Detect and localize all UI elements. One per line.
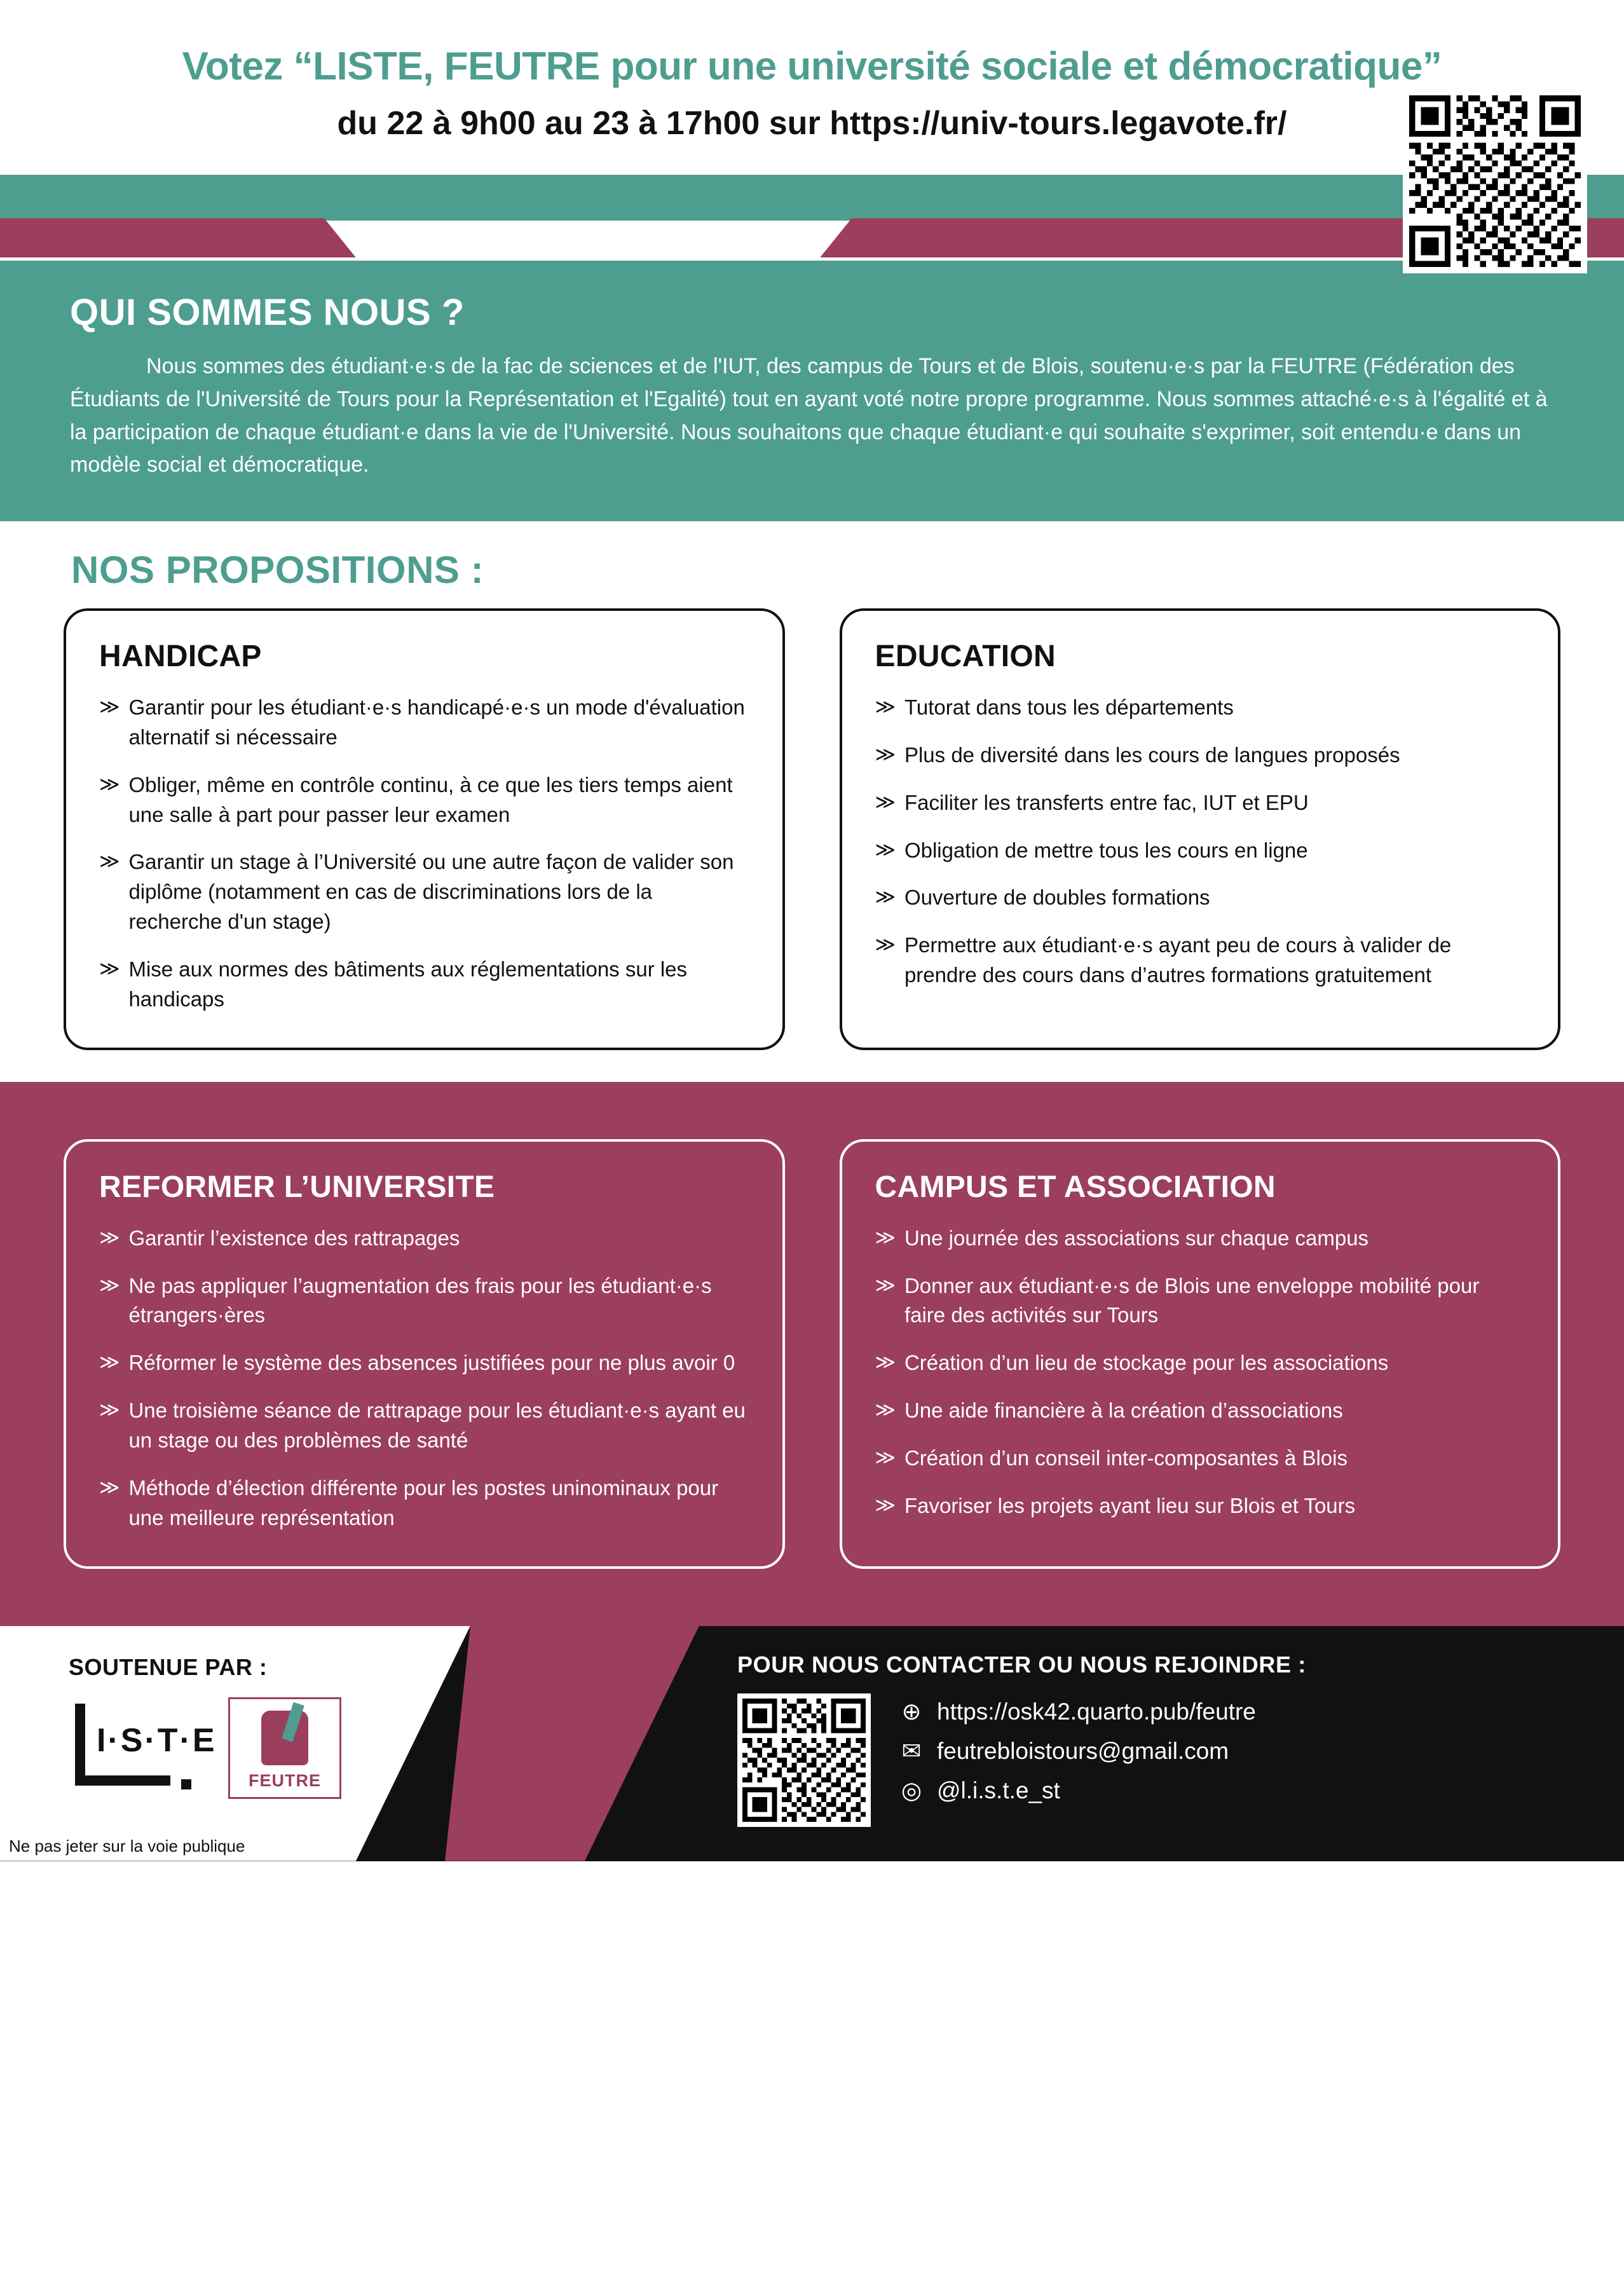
list-item-text: Ne pas appliquer l’augmentation des frais pour les étudiant·e·s étrangers·ères [128,1273,712,1327]
list-item-text: Obligation de mettre tous les cours en ligne [904,838,1308,862]
chevron-right-icon: ≫ [99,772,120,795]
list-item [99,1396,749,1456]
card-title: EDUCATION [875,639,1056,673]
chevron-right-icon: ≫ [875,1273,896,1296]
contact-instagram-text: @l.i.s.t.e_st [937,1777,1060,1803]
propositions-title: NOS PROPOSITIONS : [71,548,484,591]
liste-logo [61,1699,217,1797]
globe-icon: ⊕ [901,1699,922,1725]
teal-stripe [0,175,1624,221]
proposition-card-reformer-universite [64,1139,785,1569]
chevron-right-icon: ≫ [875,790,896,813]
chevron-right-icon: ≫ [99,1351,120,1374]
contact-website[interactable] [899,1699,1256,1725]
list-item-text: Une journée des associations sur chaque campus [904,1226,1369,1250]
list-item-text: Obliger, même en contrôle continu, à ce que les tiers temps aient une salle à part pour passer leur examen [128,772,733,826]
list-item [875,1396,1525,1426]
list-item-text: Méthode d’élection différente pour les postes uninominaux pour une meilleure représentation [128,1475,719,1529]
list-item-text: Faciliter les transferts entre fac, IUT et EPU [904,790,1309,814]
list-item [875,883,1525,913]
list-item-text: Plus de diversité dans les cours de langues proposés [904,742,1400,767]
list-item [875,741,1525,770]
liste-logo-base [75,1775,170,1786]
list-item [875,836,1525,866]
chevron-right-icon: ≫ [875,695,896,718]
list-item-text: Réformer le système des absences justifiées pour ne plus avoir 0 [128,1351,735,1375]
list-item-text: Donner aux étudiant·e·s de Blois une enveloppe mobilité pour faire des activités sur Tours [904,1273,1480,1327]
feutre-logo-text: FEUTRE [249,1770,321,1790]
list-item-text: Mise aux normes des bâtiments aux réglementations sur les handicaps [128,957,688,1011]
proposition-card-education [840,608,1561,1050]
chevron-right-icon: ≫ [99,1398,120,1421]
list-item [875,1271,1525,1331]
list-item [99,693,749,753]
decorative-stripes [0,175,1624,261]
list-item [875,1348,1525,1378]
list-item-text: Favoriser les projets ayant lieu sur Blois et Tours [904,1493,1356,1517]
chevron-right-icon: ≫ [875,1493,896,1516]
maroon-stripe [0,218,1624,257]
chevron-right-icon: ≫ [875,886,896,908]
list-item [875,788,1525,818]
chevron-right-icon: ≫ [875,742,896,765]
qr-code-vote-icon [1409,95,1581,267]
card-title: HANDICAP [99,639,262,673]
list-item [875,1224,1525,1254]
contact-title: POUR NOUS CONTACTER OU NOUS REJOINDRE : [737,1651,1306,1678]
liste-logo-bar [75,1704,85,1785]
list-item [875,693,1525,723]
chevron-right-icon: ≫ [99,1273,120,1296]
list-item [875,931,1525,990]
list-item [99,955,749,1015]
list-item-text: Tutorat dans tous les départements [904,695,1234,719]
vote-dates-and-url: du 22 à 9h00 au 23 à 17h00 sur https://univ-tours.legavote.fr/ [337,105,1287,142]
chevron-right-icon: ≫ [875,1351,896,1374]
contact-email[interactable] [899,1738,1256,1765]
proposition-card-campus-association [840,1139,1561,1569]
list-item [99,1271,749,1331]
chevron-right-icon: ≫ [875,933,896,956]
contact-list [899,1693,1256,1817]
contact-section [737,1651,1306,1827]
list-item [99,1348,749,1378]
list-item-text: Création d’un conseil inter-composantes à Blois [904,1446,1348,1470]
chevron-right-icon: ≫ [875,1398,896,1421]
proposition-card-handicap [64,608,785,1050]
qr-code-vote[interactable] [1403,89,1587,273]
page-title: Votez “LISTE, FEUTRE pour une université sociale et démocratique” [182,44,1442,88]
propositions-dark-row [0,1082,1624,1626]
list-item-text: Garantir l’existence des rattrapages [128,1226,460,1250]
qr-code-contact-icon [742,1699,866,1822]
list-item [99,1474,749,1533]
list-item-text: Permettre aux étudiant·e·s ayant peu de cours à valider de prendre des cours dans d’autres formations gratuitement [904,933,1452,987]
chevron-right-icon: ≫ [875,1226,896,1248]
list-item-text: Garantir un stage à l’Université ou une autre façon de valider son diplôme (notamment en cas de discriminations lors de la recherche d'un stage) [128,850,734,934]
about-us-section [0,261,1624,521]
list-item-text: Création d’un lieu de stockage pour les associations [904,1351,1389,1375]
chevron-right-icon: ≫ [99,1475,120,1498]
liste-logo-text: I·S·T·E [97,1722,217,1760]
qr-code-contact[interactable] [737,1693,871,1827]
supporter-logos [61,1697,341,1799]
liste-logo-dot [181,1779,191,1789]
chevron-right-icon: ≫ [99,1226,120,1248]
contact-email-text: feutrebloistours@gmail.com [937,1737,1229,1764]
list-item-text: Une troisième séance de rattrapage pour les étudiant·e·s ayant eu un stage ou des problèmes de santé [128,1398,746,1452]
card-title: CAMPUS ET ASSOCIATION [875,1170,1276,1204]
poster-footer [0,1626,1624,1861]
list-item [99,770,749,830]
poster-header [0,0,1624,143]
supported-by-label: SOUTENUE PAR : [69,1653,268,1680]
chevron-right-icon: ≫ [875,1446,896,1468]
about-us-title: QUI SOMMES NOUS ? [70,292,465,334]
contact-instagram[interactable] [899,1777,1256,1804]
chevron-right-icon: ≫ [875,838,896,861]
list-item [99,1224,749,1254]
list-item [875,1444,1525,1474]
chevron-right-icon: ≫ [99,850,120,873]
legal-notice: Ne pas jeter sur la voie publique [5,1835,249,1857]
footer-maroon-wedge [445,1626,699,1861]
mail-icon: ✉ [901,1738,922,1765]
propositions-light-row [0,608,1624,1082]
chevron-right-icon: ≫ [99,957,120,980]
list-item-text: Une aide financière à la création d’associations [904,1398,1343,1423]
instagram-icon: ◎ [901,1777,922,1804]
chevron-right-icon: ≫ [99,695,120,718]
card-title: REFORMER L’UNIVERSITE [99,1170,495,1204]
list-item-text: Ouverture de doubles formations [904,886,1210,910]
feutre-logo [228,1697,341,1799]
list-item [875,1491,1525,1521]
about-us-text: Nous sommes des étudiant·e·s de la fac de sciences et de l'IUT, des campus de Tours et de Blois, soutenu·e·s par la FEUTRE (Fédération des Étudiants de l'Université de Tours pour la Représentation et l'Egalité) tout en ayant voté notre propre programme. Nous sommes attaché·e·s à l'égalité et à la participation de chaque étudiant·e dans la vie de l'Université. Nous souhaitons que chaque étudiant·e qui souhaite s'exprimer, soit entendu·e dans un modèle social et démocratique. [70,354,1548,477]
list-item [99,847,749,937]
contact-website-text: https://osk42.quarto.pub/feutre [937,1698,1256,1725]
list-item-text: Garantir pour les étudiant·e·s handicapé·e·s un mode d'évaluation alternatif si nécessaire [128,695,745,749]
